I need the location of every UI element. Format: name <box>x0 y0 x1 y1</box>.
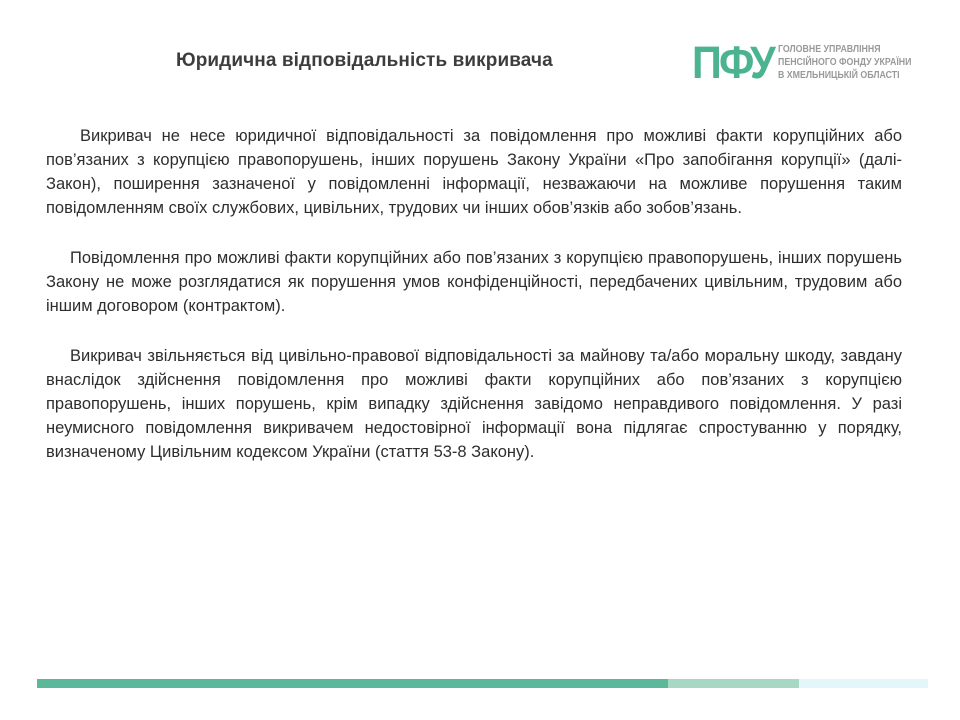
paragraph-2: Повідомлення про можливі факти корупційних або пов’язаних з корупцією правопорушень, інших порушень Закону не може розглядатися як порушення умов конфіденційності, передбачених цивільним, трудовим або іншим договором (контрактом). <box>46 249 902 315</box>
paragraph-1: Викривач не несе юридичної відповідальності за повідомлення про можливі факти корупційних або пов’язаних з корупцією правопорушень, інших порушень Закону України «Про запобігання корупції» (далі-Закон), поширення зазначеної у повідомленні інформації, незважаючи на можливе порушення таким повідомленням своїх службових, цивільних, трудових чи інших обов’язків або зобов’язань. <box>46 127 902 217</box>
logo-line-2: ПЕНСІЙНОГО ФОНДУ УКРАЇНИ <box>778 57 912 68</box>
logo-line-3: В ХМЕЛЬНИЦЬКІЙ ОБЛАСТІ <box>778 70 900 81</box>
page-title: Юридична відповідальність викривача <box>176 50 553 71</box>
paragraph-3: Викривач звільняється від цивільно-правової відповідальності за майнову та/або моральну шкоду, завдану внаслідок здійснення повідомлення про можливі факти корупційних або пов’язаних з корупцією правопорушень, інших порушень, крім випадку здійснення завідомо неправдивого повідомлення. У разі неумисного повідомлення викривачем недостовірної інформації вона підлягає спростуванню у порядку, визначеному Цивільним кодексом України (стаття 53-8 Закону). <box>46 347 902 461</box>
document-body <box>46 124 902 490</box>
pfu-logo <box>692 37 932 88</box>
footer-bar-segment-2 <box>668 679 799 688</box>
footer-bar-segment-3 <box>799 679 928 688</box>
pfu-logo-text <box>778 43 911 82</box>
logo-line-1: ГОЛОВНЕ УПРАВЛІННЯ <box>778 44 881 55</box>
footer-bar-segment-1 <box>37 679 668 688</box>
pfu-logo-mark: ПФУ <box>692 37 773 88</box>
